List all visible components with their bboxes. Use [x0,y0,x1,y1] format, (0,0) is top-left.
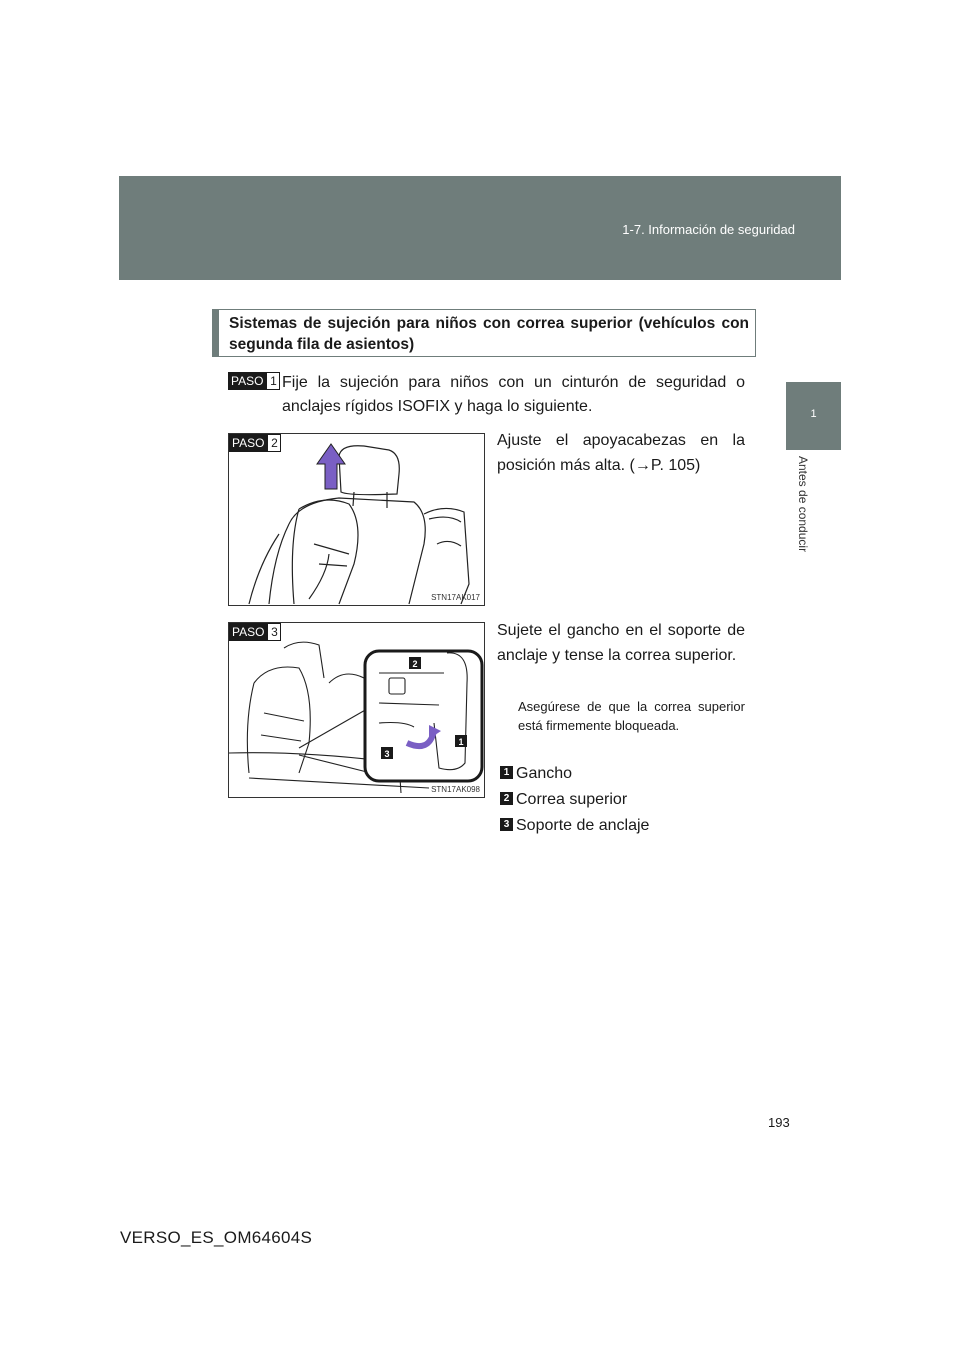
legend-number: 3 [500,818,513,831]
section-heading-box [212,309,756,357]
page-number: 193 [768,1115,790,1130]
paso-number: 1 [266,372,280,390]
paso-label: PASO [229,434,267,452]
header-band [119,176,841,280]
legend-number: 2 [500,792,513,805]
step-3-note: Asegúrese de que la correa superior está firmemente bloqueada. [518,699,745,733]
step-1-text: Fije la sujeción para niños con un cinturón de seguridad o anclajes rígidos ISOFIX y haga lo siguiente. [282,374,745,415]
header-section-title: 1-7. Información de seguridad [622,222,795,237]
footer-code: VERSO_ES_OM64604S [120,1228,313,1247]
paso-number: 3 [267,623,281,641]
figure-anchor [228,622,485,798]
figure-code: STN17AK098 [431,785,480,794]
step-2-text: Ajuste el apoyacabezas en la posición más alta. (→P. 105) [497,432,745,474]
legend-label: Correa superior [516,791,628,808]
step-1-badge [228,372,280,390]
step-3-text: Sujete el gancho en el soporte de anclaje y tense la correa superior. [497,622,745,664]
legend-item-2 [500,790,627,810]
step-3-badge [229,623,281,641]
figure-headrest [228,433,485,606]
legend-item-1 [500,764,572,784]
legend-item-3 [500,816,649,836]
svg-text:3: 3 [384,749,390,759]
figure-code: STN17AK017 [431,593,480,602]
legend-number: 1 [500,766,513,779]
paso-label: PASO [229,623,267,641]
section-title: Sistemas de sujeción para niños con correa superior (vehículos con segunda fila de asientos) [229,315,749,353]
headrest-illustration [229,434,484,605]
step-2-badge [229,434,281,452]
chapter-number: 1 [810,408,817,420]
chapter-label: Antes de conducir [796,456,810,553]
legend-label: Gancho [516,765,573,782]
chapter-tab[interactable] [786,382,841,450]
svg-text:2: 2 [412,659,418,669]
paso-label: PASO [228,372,266,390]
paso-number: 2 [267,434,281,452]
anchor-illustration [229,623,484,797]
legend-label: Soporte de anclaje [516,817,650,834]
svg-text:1: 1 [458,737,464,747]
